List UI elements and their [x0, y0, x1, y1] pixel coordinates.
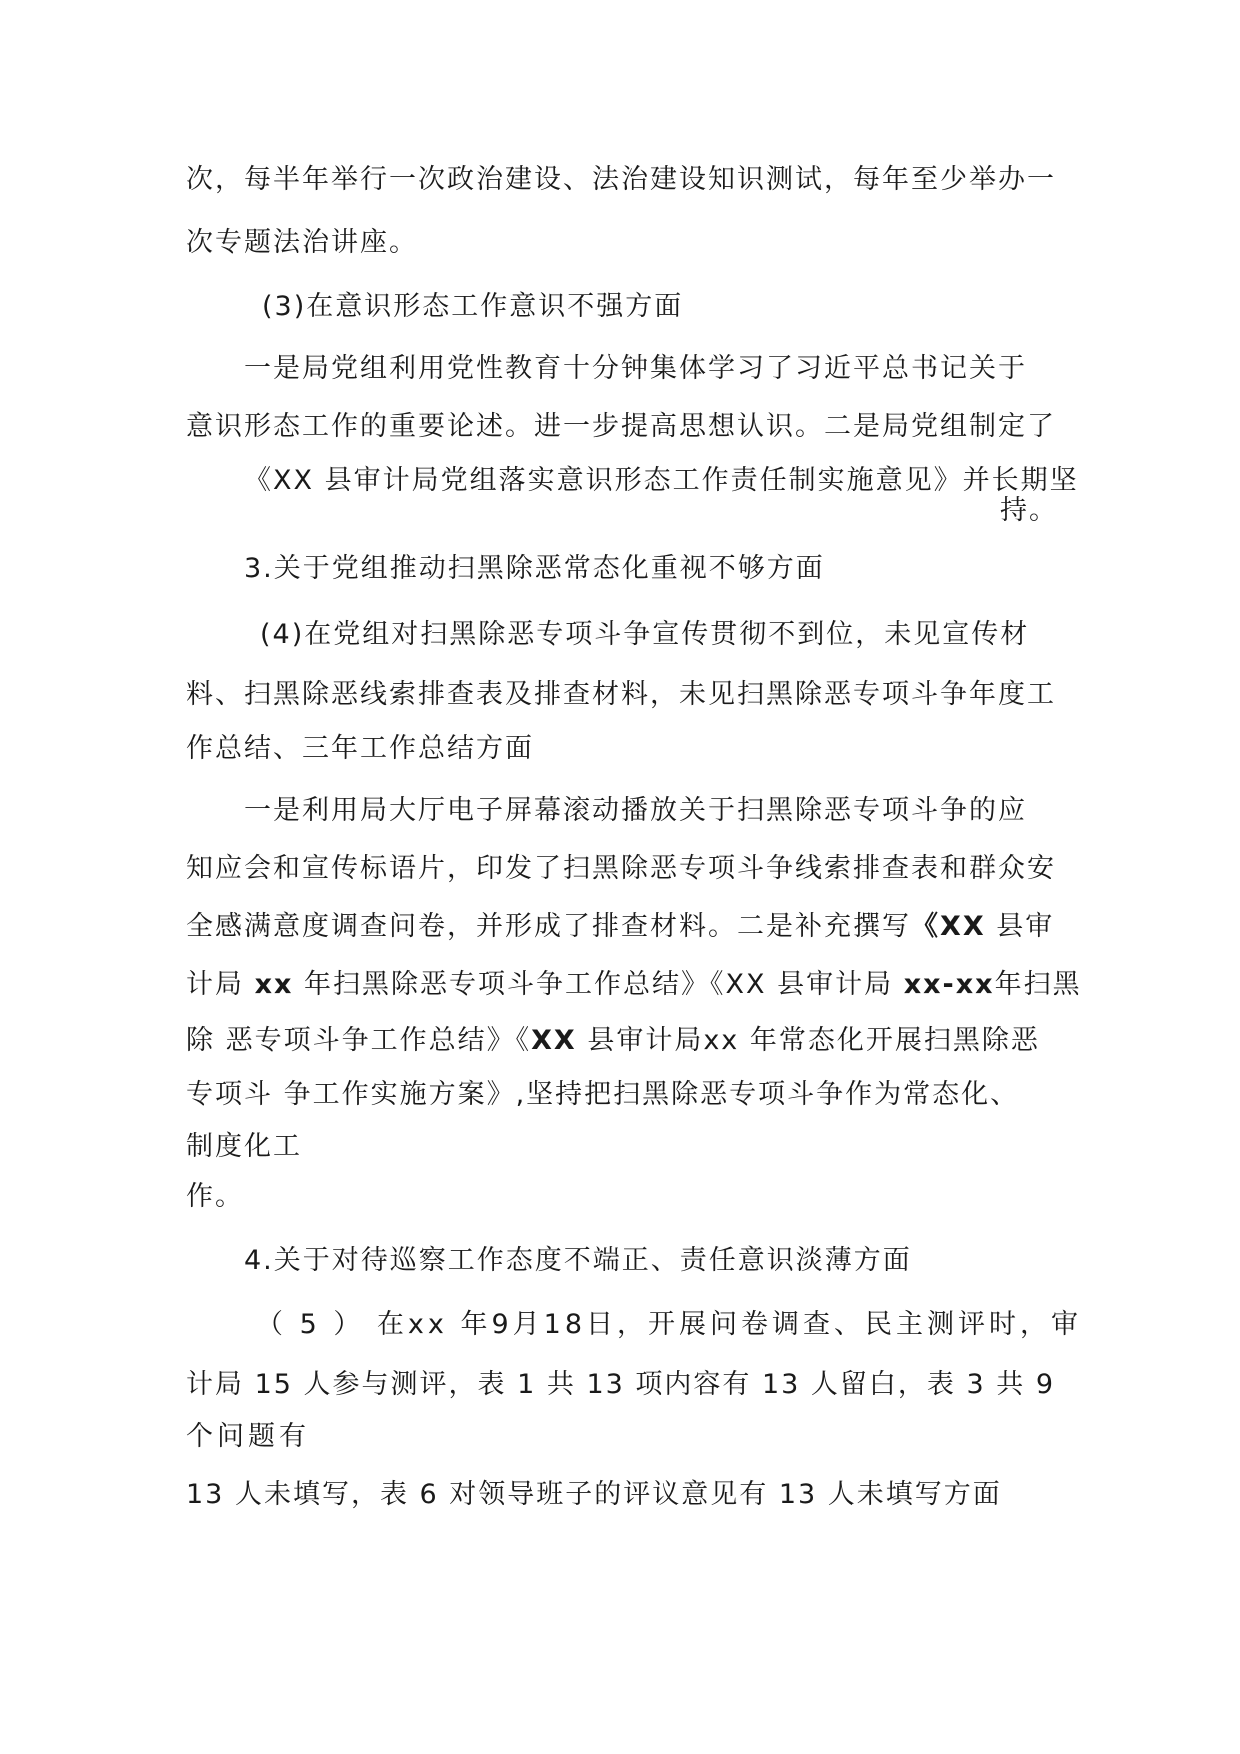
body-line: 知应会和宣传标语片，印发了扫黑除恶专项斗争线索排查表和群众安 [186, 853, 1056, 884]
body-line: （ 5 ） 在xx 年9月18日，开展问卷调查、民主测评时，审 [256, 1309, 1082, 1340]
text-run-bold: xx-xx [903, 969, 995, 1000]
section-heading: 4.关于对待巡察工作态度不端正、责任意识淡薄方面 [244, 1245, 912, 1276]
text-run-bold: xx [254, 969, 294, 1000]
text-run-bold: XX [531, 1025, 577, 1056]
text-run: 全感满意度调查问卷，并形成了排查材料。二是补充撰写 [186, 911, 911, 942]
body-line: 作。 [186, 1181, 244, 1212]
body-line [186, 1024, 1040, 1058]
body-line: 一是局党组利用党性教育十分钟集体学习了习近平总书记关于 [244, 353, 1027, 384]
body-line: 意识形态工作的重要论述。进一步提高思想认识。二是局党组制定了 [186, 411, 1056, 442]
body-line [186, 910, 1054, 944]
body-line [186, 968, 1082, 1002]
text-run: 年扫黑除恶专项斗争工作总结》《XX 县审计局 [304, 969, 894, 1000]
body-line: 作总结、三年工作总结方面 [186, 733, 534, 764]
section-heading: 3.关于党组推动扫黑除恶常态化重视不够方面 [244, 553, 825, 584]
body-line: 制度化工 [186, 1131, 302, 1162]
text-run: 计局 [186, 969, 244, 1000]
body-line: 计局 15 人参与测评，表 1 共 13 项内容有 13 人留白，表 3 共 9 [186, 1369, 1056, 1400]
text-run: 除 恶专项斗争工作总结》《 [186, 1025, 532, 1056]
body-line: 次，每半年举行一次政治建设、法治建设知识测试，每年至少举办一 [186, 164, 1056, 195]
text-run-bold: 《XX [911, 911, 986, 942]
text-run: 县审 [996, 911, 1055, 942]
text-run: 县审计局xx 年常态化开展扫黑除恶 [587, 1025, 1040, 1056]
body-line: 持。 [1000, 495, 1058, 526]
body-line: 个问题有 [186, 1421, 310, 1452]
text-run: 年扫黑 [994, 969, 1082, 1000]
body-line: 《XX 县审计局党组落实意识形态工作责任制实施意见》并长期坚 [244, 465, 1079, 496]
body-line: 一是利用局大厅电子屏幕滚动播放关于扫黑除恶专项斗争的应 [244, 795, 1027, 826]
body-line: 13 人未填写，表 6 对领导班子的评议意见有 13 人未填写方面 [186, 1479, 1002, 1510]
body-line: (4)在党组对扫黑除恶专项斗争宣传贯彻不到位，未见宣传材 [260, 619, 1030, 650]
body-line: 专项斗 争工作实施方案》,坚持把扫黑除恶专项斗争作为常态化、 [186, 1079, 1020, 1110]
section-heading: (3)在意识形态工作意识不强方面 [262, 291, 684, 322]
body-line: 料、扫黑除恶线索排查表及排查材料，未见扫黑除恶专项斗争年度工 [186, 679, 1056, 710]
body-line: 次专题法治讲座。 [186, 227, 418, 258]
